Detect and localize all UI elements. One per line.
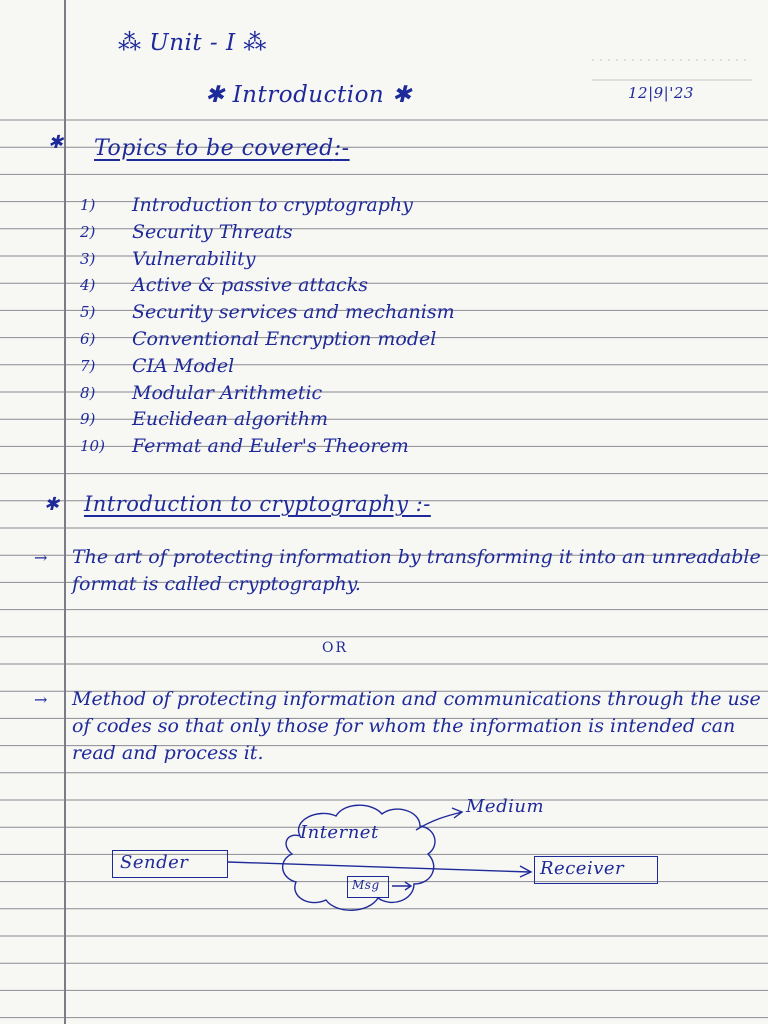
definition-paragraph (34, 686, 762, 767)
topic-item (80, 194, 455, 221)
internet-label: Internet (300, 822, 379, 843)
receiver-label: Receiver (540, 858, 625, 879)
page-title: ✱ Introduction ✱ (205, 82, 412, 108)
topic-text: CIA Model (132, 354, 235, 377)
topic-text: Security services and mechanism (132, 301, 455, 324)
date-text: 12|9|'23 (628, 84, 694, 102)
medium-label: Medium (466, 796, 545, 817)
topic-number: 10) (80, 437, 105, 456)
or-separator: OR (322, 640, 349, 656)
topic-number: 5) (80, 303, 96, 322)
section-heading: Introduction to cryptography :- (84, 492, 431, 516)
topic-number: 7) (80, 356, 96, 375)
star-bullet: ✱ (44, 494, 60, 515)
topic-text: Security Threats (132, 220, 293, 243)
topic-text: Fermat and Euler's Theorem (132, 435, 409, 458)
definition-text: The art of protecting information by transforming it into an unreadable format is called cryptography. (72, 546, 761, 595)
topic-number: 9) (80, 410, 96, 429)
topics-heading-text: Topics to be covered (94, 136, 334, 161)
topic-text: Conventional Encryption model (132, 327, 437, 350)
topic-item (80, 274, 455, 301)
medium-pointer (416, 812, 462, 830)
definition-text: Method of protecting information and communications through the use of codes so that only those for whom the information is intended can read and process it. (72, 688, 761, 764)
topic-text: Active & passive attacks (132, 274, 368, 297)
msg-label: Msg (352, 878, 380, 892)
topic-item (80, 382, 455, 409)
topic-text: Introduction to cryptography (132, 194, 413, 216)
topics-heading-colon: :- (333, 136, 350, 161)
arrow-bullet: → (34, 548, 48, 567)
sender-label: Sender (120, 852, 189, 873)
topic-number: 8) (80, 383, 96, 402)
topic-text: Euclidean algorithm (132, 408, 328, 431)
topics-heading (94, 136, 350, 161)
topic-item (80, 408, 455, 435)
topic-item (80, 301, 455, 328)
topics-list (80, 194, 455, 462)
topic-item (80, 248, 455, 275)
topic-number: 4) (80, 276, 96, 295)
unit-heading: ⁂ Unit - I ⁂ (118, 30, 267, 56)
topic-number: 3) (80, 249, 96, 268)
topic-item (80, 221, 455, 248)
topic-number: 2) (80, 222, 96, 241)
topic-number: 6) (80, 329, 96, 348)
topic-item (80, 355, 455, 382)
definition-paragraph (34, 544, 762, 598)
arrow-bullet: → (34, 690, 48, 709)
transmission-line (228, 862, 530, 872)
topic-text: Vulnerability (132, 247, 256, 270)
topic-item (80, 435, 455, 462)
topic-item (80, 328, 455, 355)
topic-number: 1) (80, 196, 96, 214)
topic-text: Modular Arithmetic (132, 381, 323, 404)
star-bullet: ✱ (48, 132, 64, 153)
